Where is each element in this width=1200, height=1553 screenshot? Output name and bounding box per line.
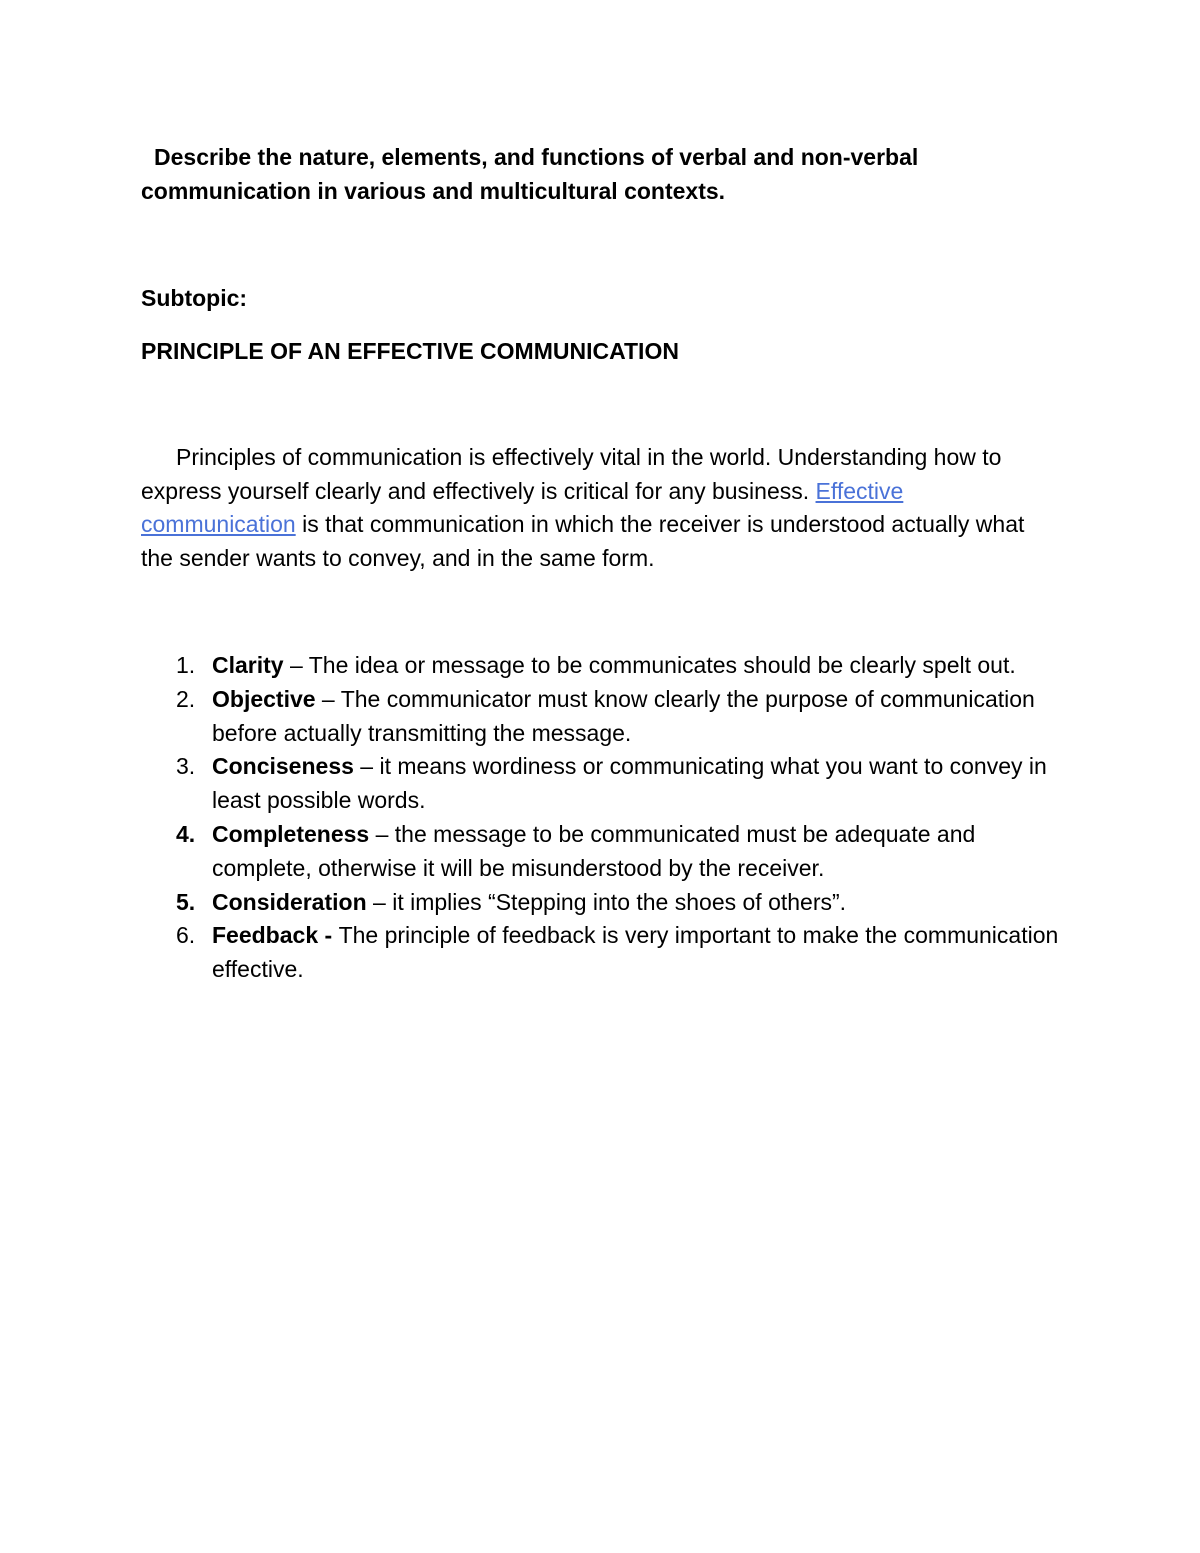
list-number: 2.: [176, 685, 196, 712]
list-number: 1.: [176, 652, 196, 678]
principle-term: Conciseness: [212, 753, 354, 780]
topic-title: PRINCIPLE OF AN EFFECTIVE COMMUNICATION: [141, 338, 679, 364]
principles-list: [141, 649, 1081, 987]
list-item: [141, 750, 1081, 818]
principle-dash: –: [315, 685, 341, 712]
principle-term: Completeness: [212, 820, 370, 847]
principle-dash: –: [353, 753, 380, 780]
list-number: 6.: [176, 922, 196, 949]
principle-term: Clarity: [212, 652, 284, 678]
intro-text-after-link: is that communication in which the receiver is understood actually what the sender wants to convey, and in the same form.: [141, 511, 1025, 571]
principle-dash: -: [318, 922, 339, 949]
principle-term: Consideration: [212, 888, 367, 915]
principle-text: The principle of feedback is very important to make the communication effective.: [212, 922, 1059, 983]
list-item: [141, 919, 1081, 987]
principle-text: The idea or message to be communicates should be clearly spelt out.: [308, 652, 1016, 678]
learning-objective: [141, 140, 1041, 208]
intro-paragraph: [141, 441, 1041, 575]
subtopic-label: Subtopic:: [141, 285, 248, 311]
principle-dash: –: [366, 888, 393, 915]
principle-text: The communicator must know clearly the purpose of communication before actually transmitting the message.: [212, 685, 1035, 746]
principle-text: it means wordiness or communicating what you want to convey in least possible words.: [212, 753, 1047, 814]
learning-objective-text: Describe the nature, elements, and functions of verbal and non-verbal communication in various and multicultural contexts.: [141, 144, 919, 204]
effective-communication-link[interactable]: Effective communication: [141, 477, 904, 537]
principle-text: the message to be communicated must be adequate and complete, otherwise it will be misunderstood by the receiver.: [212, 820, 976, 881]
list-item: [141, 818, 1081, 886]
list-number: 3.: [176, 753, 196, 780]
principle-dash: –: [283, 652, 309, 678]
principle-dash: –: [369, 820, 395, 847]
list-number: 5.: [176, 888, 196, 915]
list-number: 4.: [176, 820, 196, 847]
principle-text: it implies “Stepping into the shoes of others”.: [392, 888, 847, 915]
list-item: [141, 683, 1081, 751]
intro-text-before-link: Principles of communication is effectively vital in the world. Understanding how to express yourself clearly and effectively is critical for any business.: [141, 444, 1002, 504]
principle-term: Feedback: [212, 922, 319, 949]
list-item: [141, 649, 1081, 683]
principle-term: Objective: [212, 685, 316, 712]
list-item: [141, 886, 1081, 920]
